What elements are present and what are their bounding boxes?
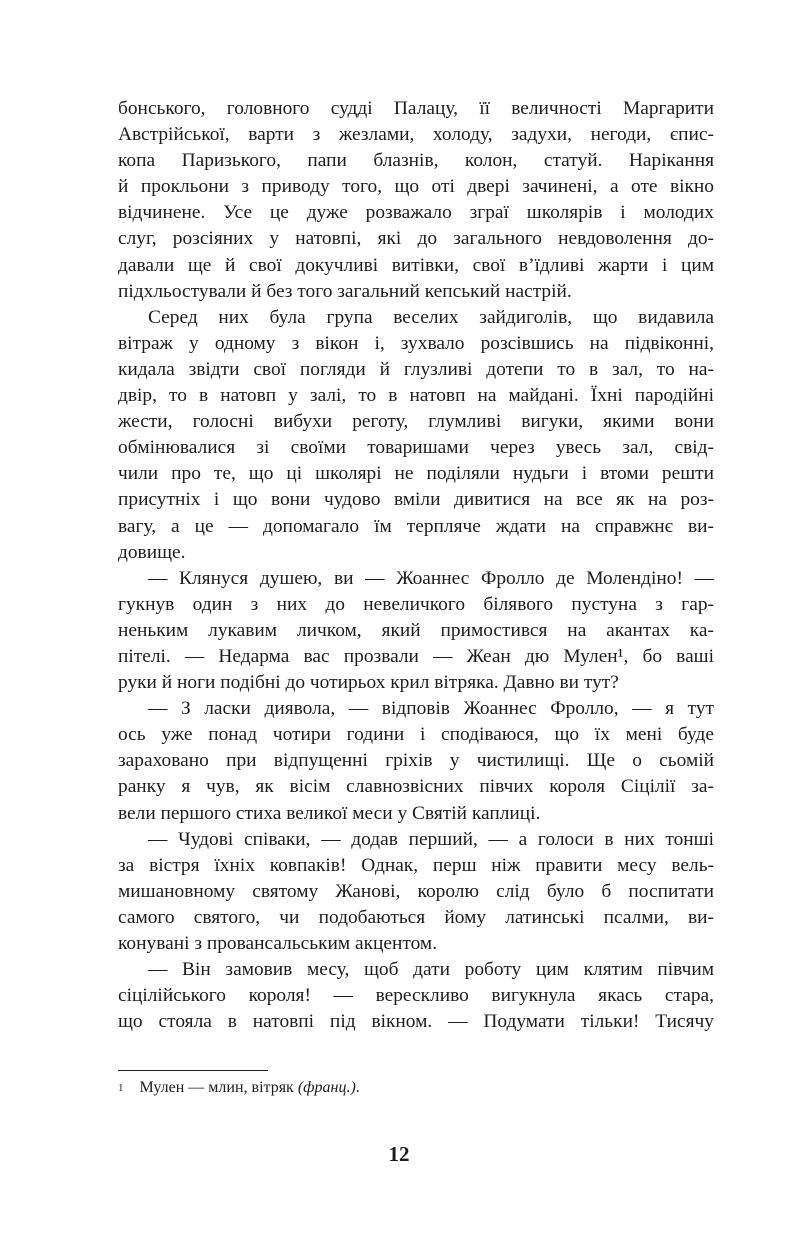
text-line: — З ласки диявола, — відповів Жоаннес Фролло, — я тут [148,698,714,720]
text-line: відчинене. Усе це дуже розважало зграї школярів і молодих [118,202,714,224]
text-line: пітелі. — Недарма вас прозвали — Жеан дю Мулен¹, бо ваші [118,645,714,667]
text-line: неньким лукавим личком, який примостився на акантах ка- [118,619,714,641]
text-line: довище. [118,541,186,563]
text-line: за вістря їхніх ковпаків! Однак, перш ніж правити месу вель- [118,854,714,876]
footnote-italic-note: (франц.) [297,1079,356,1096]
text-line: давали ще й свої докучливі витівки, свої в’їдливі жарти і цим [118,254,714,276]
text-line: й прокльони з приводу того, що оті двері зачинені, а оте вікно [118,176,714,198]
text-line: жести, голосні вибухи реготу, глумливі вигуки, якими вони [118,411,714,433]
text-line: вітраж у одному з вікон і, зухвало розсівшись на підвіконні, [118,332,714,354]
text-line: кидала звідти свої погляди й глузливі дотепи то в зал, то на- [118,358,714,380]
text-line: гукнув один з них до невеличкого білявого пустуна з гар- [118,593,714,615]
text-line: сіцілійського короля! — верескливо вигукнула якась стара, [118,985,714,1007]
footnote [118,1078,360,1098]
text-line: зараховано при відпущенні гріхів у чистилищі. Ще о сьомій [118,750,714,772]
text-line: Австрійської, варти з жезлами, холоду, задухи, негоди, єпис- [118,124,714,146]
text-line: вели першого стиха великої меси у Святій каплиці. [118,802,541,824]
page-number: 12 [388,1142,410,1166]
text-line: чили про те, що ці школярі не поділяли нудьги і втоми решти [118,463,714,485]
text-line: — Чудові співаки, — додав перший, — а голоси в них тонші [148,828,714,850]
text-line: ось уже понад чотири години і сподіваюся, що їх мені буде [118,724,714,746]
text-line: ранку я чув, як вісім славнозвісних півчих короля Сіцілії за- [118,776,714,798]
text-line: підхльостували й без того загальний кепський настрій. [118,280,572,302]
text-line: руки й ноги подібні до чотирьох крил вітряка. Давно ви тут? [118,672,619,694]
body-text [118,96,714,1035]
text-line: копа Паризького, папи блазнів, колон, статуй. Нарікання [118,150,714,172]
text-line: що стояла в натовпі під вікном. — Подумати тільки! Тисячу [118,1011,714,1033]
text-line: Серед них була група веселих зайдиголів, що видавила [148,306,714,328]
footnote-divider [118,1070,268,1071]
text-line: — Він замовив месу, щоб дати роботу цим клятим півчим [148,959,714,981]
text-line: конувані з провансальським акцентом. [118,933,438,954]
footnote-text: Мулен — млин, вітряк [139,1079,298,1096]
text-line: присутніх і що вони чудово вміли дивитися на все як на роз- [118,489,714,511]
footnote-mark: 1 [118,1082,124,1094]
text-line: двір, то в натовп у залі, то в натовп на майдані. Їхні пародійні [118,385,714,407]
footnote-end: . [355,1079,360,1096]
text-line: вагу, а це — допомагало їм терпляче ждати на справжнє ви- [118,515,714,537]
text-line: обмінювалися зі своїми товаришами через увесь зал, свід- [118,437,714,459]
text-line: — Клянуся душею, ви — Жоаннес Фролло де Молендіно! — [148,567,714,589]
text-line: мишановному святому Жанові, королю слід було б поспитати [118,880,714,902]
text-line: бонського, головного судді Палацу, її величності Маргарити [118,98,714,119]
text-line: слуг, розсіяних у натовпі, які до загального невдоволення до- [118,228,714,250]
text-line: самого святого, чи подобаються йому латинські псалми, ви- [118,906,714,928]
